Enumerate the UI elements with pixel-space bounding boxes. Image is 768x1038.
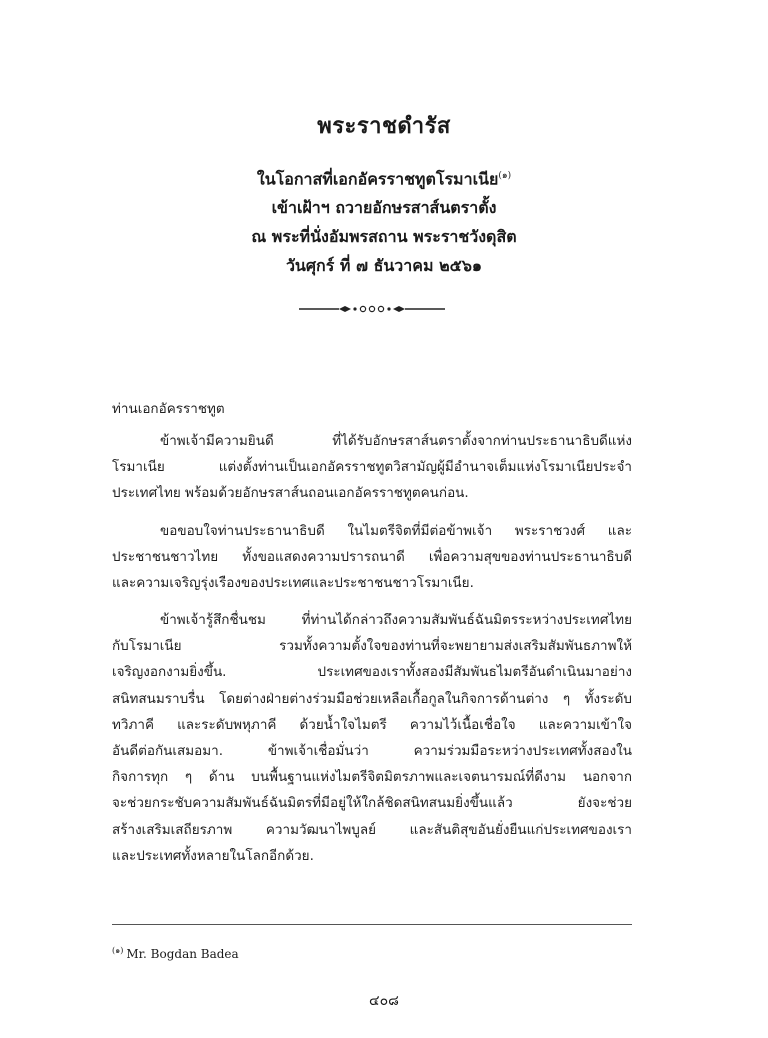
page-number: ๔๐๘: [369, 993, 399, 1009]
subtitle-line-2: เข้าเฝ้าฯ ถวายอักษรสาส์นตราตั้ง: [271, 198, 497, 218]
paragraph-line: และประเทศทั้งหลายในโลกอีกด้วย.: [112, 847, 314, 864]
paragraph-3: [112, 607, 632, 869]
paragraph-line: ประเทศไทย พร้อมด้วยอักษรสาส์นถอนเอกอัครราชทูตคนก่อน.: [112, 485, 469, 502]
paragraph-line: สร้างเสริมเสถียรภาพ ความวัฒนาไพบูลย์ และสันติสุขอันยั่งยืนแก่ประเทศของเรา: [112, 821, 632, 838]
paragraph-line: ทวิภาคี และระดับพหุภาคี ด้วยน้ำใจไมตรี ความไว้เนื้อเชื่อใจ และความเข้าใจ: [112, 716, 632, 733]
paragraph-1: [112, 428, 632, 507]
paragraph-2: [112, 518, 632, 597]
salutation: ท่านเอกอัครราชทูต: [112, 401, 225, 417]
footnote-divider: [112, 924, 632, 925]
footnote-number: (๑): [112, 946, 124, 955]
subtitle-block: [0, 162, 768, 280]
paragraph-line: โรมาเนีย แต่งตั้งท่านเป็นเอกอัครราชทูตวิสามัญผู้มีอำนาจเต็มแห่งโรมาเนียประจำ: [112, 459, 632, 476]
paragraph-line: ขอขอบใจท่านประธานาธิบดี ในไมตรีจิตที่มีต่อข้าพเจ้า พระราชวงศ์ และ: [160, 523, 632, 539]
paragraph-line: อันดีต่อกันเสมอมา. ข้าพเจ้าเชื่อมั่นว่า ความร่วมมือระหว่างประเทศทั้งสองใน: [112, 743, 632, 760]
paragraph-line: จะช่วยกระชับความสัมพันธ์ฉันมิตรที่มีอยู่ให้ใกล้ชิดสนิทสนมยิ่งขึ้นแล้ว ยังจะช่วย: [112, 795, 632, 812]
paragraph-line: สนิทสนมราบรื่น โดยต่างฝ่ายต่างร่วมมือช่วยเหลือเกื้อกูลในกิจการด้านต่าง ๆ ทั้งระดับ: [112, 690, 632, 707]
paragraph-line: เจริญงอกงามยิ่งขึ้น. ประเทศของเราทั้งสองมีสัมพันธไมตรีอันดำเนินมาอย่าง: [112, 664, 632, 681]
page-title: พระราชดำรัส: [317, 113, 451, 139]
subtitle-line-1: [0, 162, 768, 193]
paragraph-line: และความเจริญรุ่งเรืองของประเทศและประชาชนชาวโรมาเนีย.: [112, 575, 474, 592]
footnote: [112, 944, 239, 961]
paragraph-line: ประชาชนชาวไทย ทั้งขอแสดงความปรารถนาดี เพื่อความสุขของท่านประธานาธิบดี: [112, 549, 632, 566]
subtitle-line-3: ณ พระที่นั่งอัมพรสถาน พระราชวังดุสิต: [251, 227, 517, 247]
paragraph-line: ข้าพเจ้ารู้สึกชื่นชม ที่ท่านได้กล่าวถึงความสัมพันธ์ฉันมิตรระหว่างประเทศไทย: [160, 612, 632, 628]
paragraph-line: กับโรมาเนีย รวมทั้งความตั้งใจของท่านที่จะพยายามส่งเสริมสัมพันธภาพให้: [112, 638, 632, 655]
ornament-divider: [299, 302, 445, 316]
subtitle-line-4: วันศุกร์ ที่ ๗ ธันวาคม ๒๕๖๑: [285, 256, 483, 276]
footnote-text: Mr. Bogdan Badea: [126, 947, 239, 961]
paragraph-line: ข้าพเจ้ามีความยินดี ที่ได้รับอักษรสาส์นตราตั้งจากท่านประธานาธิบดีแห่ง: [160, 433, 632, 449]
footnote-reference-mark: (๑): [498, 171, 512, 181]
subtitle-line-1-text: ในโอกาสที่เอกอัครราชทูตโรมาเนีย: [256, 169, 499, 189]
paragraph-line: กิจการทุก ๆ ด้าน บนพื้นฐานแห่งไมตรีจิตมิตรภาพและเจตนารมณ์ที่ดีงาม นอกจาก: [112, 769, 632, 786]
